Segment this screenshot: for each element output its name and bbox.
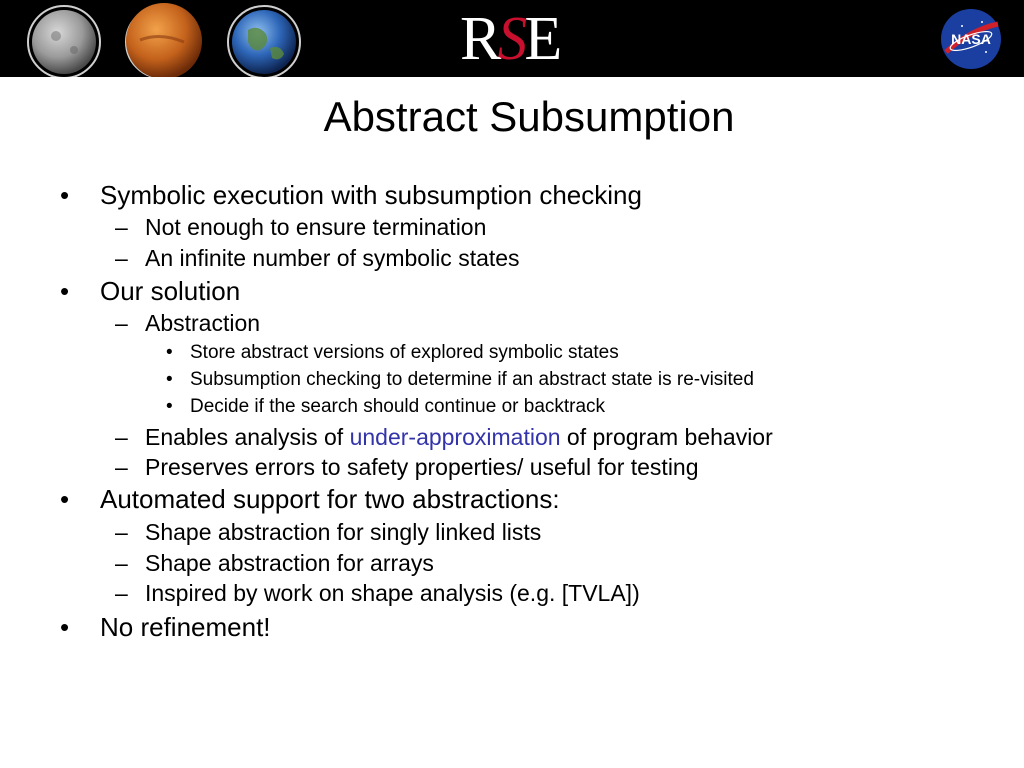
highlighted-term: under-approximation xyxy=(349,424,561,450)
bullet-level2: Not enough to ensure termination xyxy=(145,214,487,240)
bullet-marker: • xyxy=(166,342,173,363)
text-segment: of program behavior xyxy=(560,424,773,450)
bullet-marker: • xyxy=(60,484,70,514)
bullet-level2: Abstraction xyxy=(145,310,261,336)
bullet-level2 xyxy=(145,424,773,451)
bullet-level2: Shape abstraction for arrays xyxy=(145,550,434,576)
dash-marker: – xyxy=(115,245,128,271)
slide-title: Abstract Subsumption xyxy=(323,93,735,140)
bullet-level2: An infinite number of symbolic states xyxy=(145,245,520,271)
bullet-level3: Subsumption checking to determine if an abstract state is re-visited xyxy=(190,369,754,390)
bullet-level2: Shape abstraction for singly linked lists xyxy=(145,519,542,545)
dash-marker: – xyxy=(115,550,128,576)
logo-letter-r: R xyxy=(460,5,500,73)
dash-marker: – xyxy=(115,454,128,480)
bullet-marker: • xyxy=(166,369,173,390)
bullet-level1: Symbolic execution with subsumption checking xyxy=(100,180,642,210)
bullet-marker: • xyxy=(60,276,70,306)
logo-letter-s: S xyxy=(498,5,526,73)
dash-marker: – xyxy=(115,214,128,240)
bullet-marker: • xyxy=(166,396,173,417)
bullet-level2: Inspired by work on shape analysis (e.g. [TVLA]) xyxy=(145,580,640,606)
dash-marker: – xyxy=(115,424,128,450)
bullet-marker: • xyxy=(60,180,70,210)
bullet-level1: Our solution xyxy=(100,276,241,306)
logo-letter-e: E xyxy=(524,5,561,73)
bullet-level3: Decide if the search should continue or backtrack xyxy=(190,396,606,417)
text-segment: Enables analysis of xyxy=(145,424,350,450)
bullet-marker: • xyxy=(60,612,70,642)
nasa-text: NASA xyxy=(951,31,991,47)
dash-marker: – xyxy=(115,310,128,336)
dash-marker: – xyxy=(115,580,128,606)
bullet-level3: Store abstract versions of explored symbolic states xyxy=(190,342,619,363)
bullet-level2: Preserves errors to safety properties/ useful for testing xyxy=(145,454,699,480)
bullet-level1: No refinement! xyxy=(100,612,271,642)
dash-marker: – xyxy=(115,519,128,545)
bullet-level1: Automated support for two abstractions: xyxy=(100,484,560,514)
